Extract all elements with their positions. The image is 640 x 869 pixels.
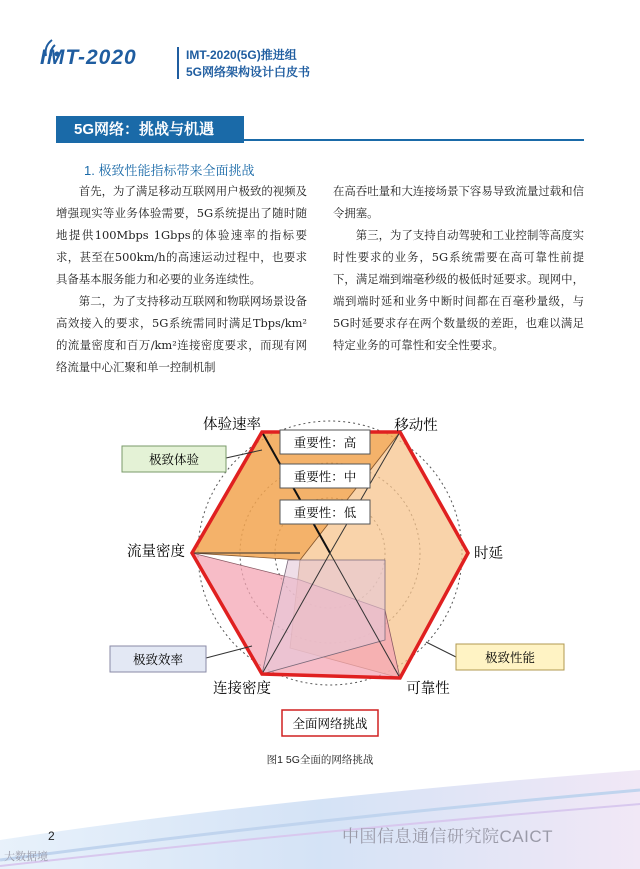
paragraph: 第二，为了支持移动互联网和物联网场景设备高效接入的要求，5G系统需同时满足Tbps/km²的流量密度和百万/km²连接密度要求，而现有网络流量中心汇聚和单一控制机制 [56,294,307,374]
imt2020-logo: IMT-2020 [40,46,137,69]
callout-extreme-efficiency-label: 极致效率 [132,652,184,667]
radar-figure [0,410,640,750]
header-title-line2: 5G网络架构设计白皮书 [186,65,311,79]
callout-network-challenge-label: 全面网络挑战 [292,716,368,731]
axis-label-traffic-density: 流量密度 [127,544,185,560]
importance-mid-box [280,464,370,488]
callout-extreme-performance-label: 极致性能 [484,650,536,665]
axis-label-reliability: 可靠性 [406,681,450,697]
left-column [56,180,307,378]
paragraph: 首先，为了满足移动互联网用户极致的视频及增强现实等业务体验需要，5G系统提出了随时随地提供100Mbps 1Gbps的体验速率的指标要求，甚至在500km/h的高速运动过程中，也要求具备基本服务能力和必要的业务连续性。 [56,184,307,286]
axis-label-latency: 时延 [474,546,503,562]
callout-extreme-performance [456,644,564,670]
right-column [333,180,584,356]
paragraph-continuation: 在高吞吐量和大连接场景下容易导致流量过载和信令拥塞。 [333,184,584,220]
importance-high-label: 重要性：高 [293,435,357,450]
subheading: 1. 极致性能指标带来全面挑战 [84,163,255,178]
callout-extreme-efficiency [110,646,206,672]
callout-extreme-experience [122,446,226,472]
importance-high-box [280,430,370,454]
axis-label-experience-rate: 体验速率 [203,417,261,433]
callout-connector [426,642,456,657]
callout-connector [206,646,252,658]
callout-extreme-experience-label: 极致体验 [148,452,200,467]
figure-caption: 图1 5G全面的网络挑战 [266,754,374,766]
wechat-watermark: 中国信息通信研究院CAICT [342,827,553,846]
paragraph: 第三，为了支持自动驾驶和工业控制等高度实时性要求的业务，5G系统需要在高可靠性前提下，满足端到端毫秒级的极低时延要求。现网中，端到端时延和业务中断时间都在百毫秒量级，与5G时延要求存在两个数量级的差距，也难以满足特定业务的可靠性和安全性要求。 [333,228,584,352]
importance-low-label: 重要性：低 [293,505,357,520]
callout-network-challenge [282,710,378,736]
page-number: 2 [48,829,55,843]
importance-low-box [280,500,370,524]
section-title: 5G网络：挑战与机遇 [56,116,244,143]
corner-watermark: 大数据境 [4,851,48,863]
axis-label-mobility: 移动性 [394,418,438,434]
footer-swoosh [0,770,640,869]
header-title-line1: IMT-2020(5G)推进组 [186,48,297,62]
header-separator [177,47,179,79]
importance-mid-label: 重要性：中 [293,469,357,484]
axis-label-connection-density: 连接密度 [213,681,271,697]
